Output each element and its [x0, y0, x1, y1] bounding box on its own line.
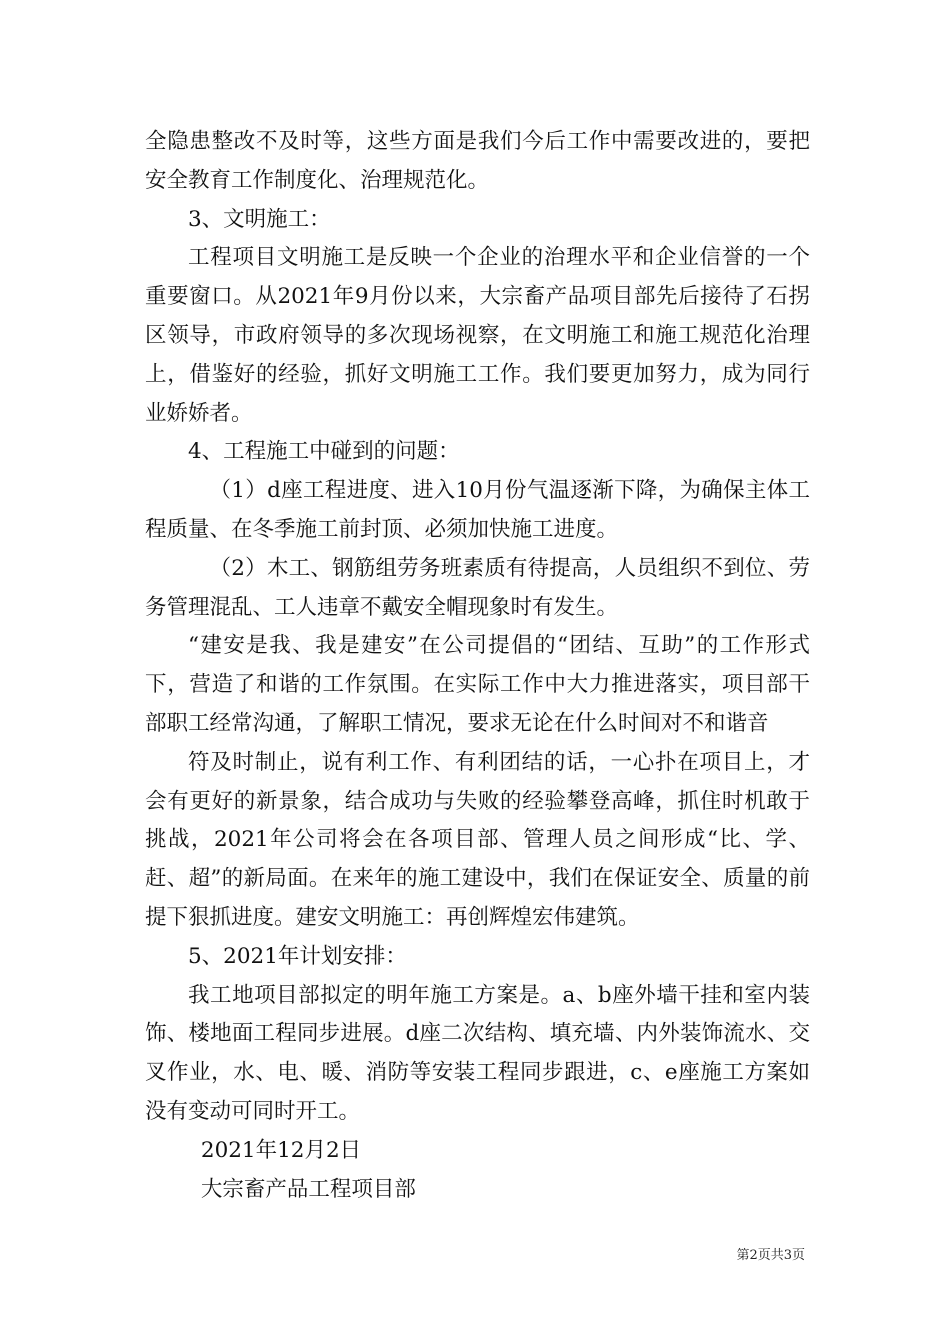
paragraph-outlook: 符及时制止，说有利工作、有利团结的话，一心扑在项目上，才会有更好的新景象，结合成功与失败的经验攀登高峰，抓住时机敢于挑战，2021年公司将会在各项目部、管理人员之间形成“比、学、赶、超”的新局面。在来年的施工建设中，我们在保证安全、质量的前提下狠抓进度。建安文明施工：再创辉煌宏伟建筑。	[145, 749, 810, 930]
paragraph-continuation: 全隐患整改不及时等，这些方面是我们今后工作中需要改进的，要把安全教育工作制度化、治理规范化。	[145, 129, 810, 193]
section-heading-plan: 5、2021年计划安排：	[188, 943, 407, 969]
problem-item-1: （1）d座工程进度、进入10月份气温逐渐下降，为确保主体工程质量、在冬季施工前封顶、必须加快施工进度。	[145, 478, 810, 542]
section-heading-problems: 4、工程施工中碰到的问题：	[188, 439, 460, 465]
signature-date: 2021年12月2日	[200, 1137, 362, 1163]
problem-item-2: （2）木工、钢筋组劳务班素质有待提高，人员组织不到位、劳务管理混乱、工人违章不戴安全帽现象时有发生。	[145, 555, 810, 620]
page-number: 第2页共3页	[736, 1248, 805, 1263]
section-heading-civilized-construction: 3、文明施工：	[188, 206, 331, 232]
paragraph-plan: 我工地项目部拟定的明年施工方案是。a、b座外墙干挂和室内装饰、楼地面工程同步进展。d座二次结构、填充墙、内外装饰流水、交叉作业，水、电、暖、消防等安装工程同步跟进，c、e座施工方案如没有变动可同时开工。	[145, 982, 810, 1124]
paragraph-harmony: “建安是我、我是建安”在公司提倡的“团结、互助”的工作形式下，营造了和谐的工作氛围。在实际工作中大力推进落实，项目部干部职工经常沟通，了解职工情况，要求无论在什么时间对不和谐音	[145, 633, 810, 736]
paragraph-civilized-construction: 工程项目文明施工是反映一个企业的治理水平和企业信誉的一个重要窗口。从2021年9月份以来，大宗畜产品项目部先后接待了石拐区领导，市政府领导的多次现场视察，在文明施工和施工规范化治理上，借鉴好的经验，抓好文明施工工作。我们要更加努力，成为同行业娇娇者。	[145, 245, 810, 426]
document-body	[145, 123, 810, 1209]
signature-department: 大宗畜产品工程项目部	[200, 1176, 416, 1202]
